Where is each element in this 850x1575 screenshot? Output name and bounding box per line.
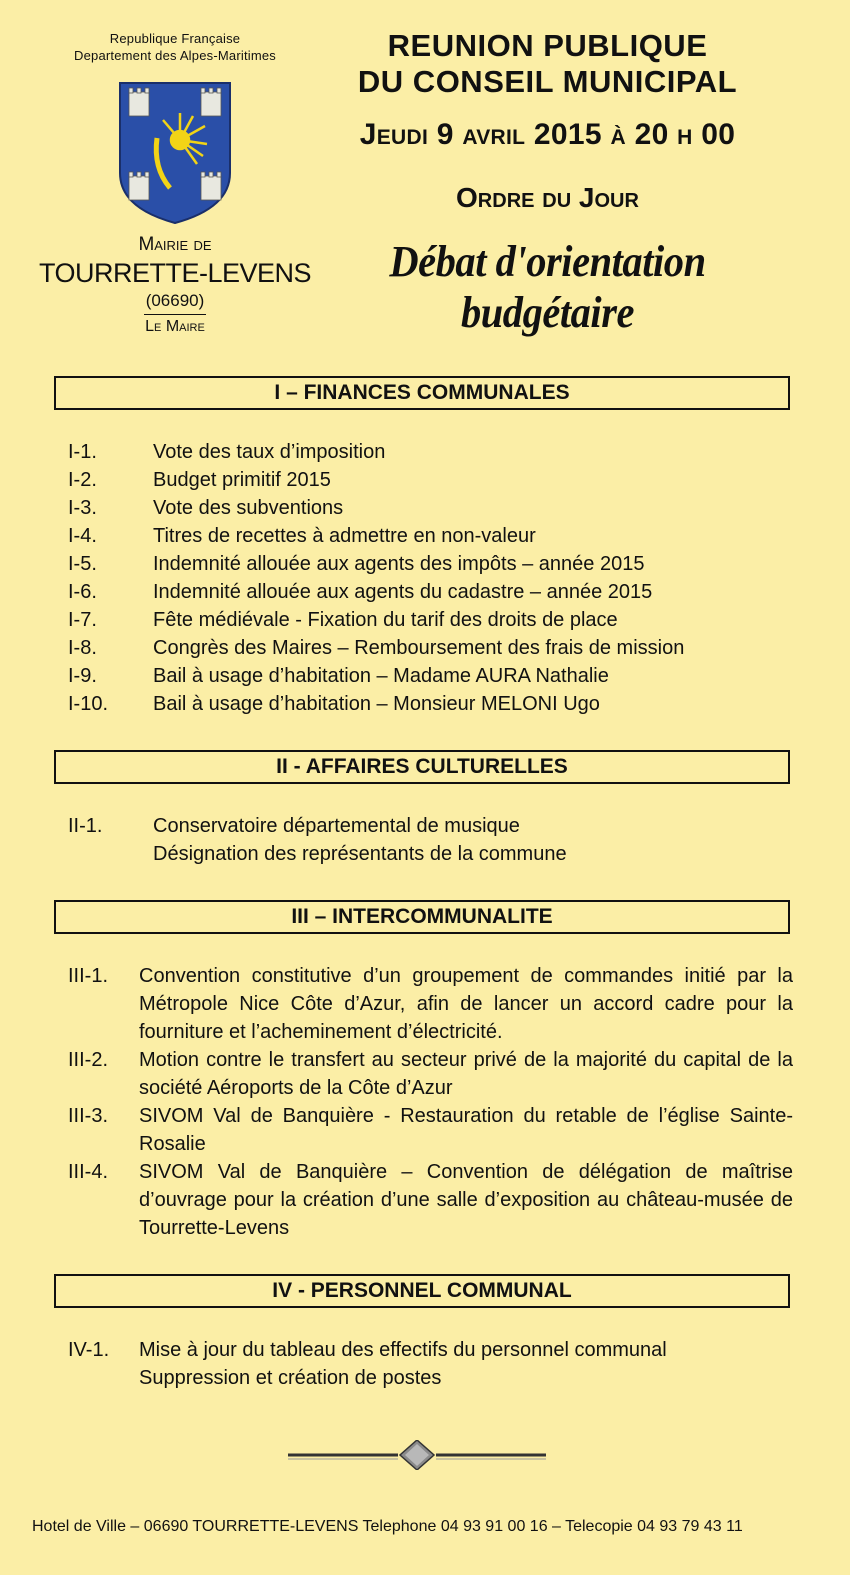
item-number: I-7. bbox=[68, 609, 97, 631]
item-text: Motion contre le transfert au secteur privé de la majorité du capital de la société Aéroports de la Côte d’Azur bbox=[139, 1049, 793, 1099]
section-items-finances bbox=[68, 438, 793, 718]
list-item bbox=[68, 1336, 793, 1364]
list-item bbox=[68, 578, 793, 606]
section-heading-intercommunalite: III – INTERCOMMUNALITE bbox=[54, 900, 790, 934]
item-text: SIVOM Val de Banquière - Restauration du retable de l’église Sainte-Rosalie bbox=[139, 1105, 793, 1155]
item-number: II-1. bbox=[68, 815, 103, 837]
list-item bbox=[68, 494, 793, 522]
item-text: Fête médiévale - Fixation du tarif des droits de place bbox=[153, 609, 618, 631]
list-item bbox=[68, 550, 793, 578]
item-text: Titres de recettes à admettre en non-valeur bbox=[153, 525, 536, 547]
item-number: I-4. bbox=[68, 525, 97, 547]
list-item-continuation bbox=[68, 1364, 793, 1392]
mairie-label: Mairie de bbox=[138, 234, 212, 255]
item-number: I-3. bbox=[68, 497, 97, 519]
item-text: Vote des taux d’imposition bbox=[153, 441, 386, 463]
item-number: I-1. bbox=[68, 441, 97, 463]
footer-contact: Hotel de Ville – 06690 TOURRETTE-LEVENS Telephone 04 93 91 00 16 – Telecopie 04 93 79 43 11 bbox=[32, 1518, 743, 1535]
item-number: I-9. bbox=[68, 665, 97, 687]
item-number: I-8. bbox=[68, 637, 97, 659]
list-item bbox=[68, 466, 793, 494]
le-maire-label: Le Maire bbox=[145, 318, 205, 335]
item-text: Bail à usage d’habitation – Madame AURA Nathalie bbox=[153, 665, 609, 687]
list-item bbox=[68, 812, 793, 840]
item-number: III-4. bbox=[68, 1161, 109, 1183]
item-text: Indemnité allouée aux agents des impôts – année 2015 bbox=[153, 553, 645, 575]
republic-line: Republique Française bbox=[109, 31, 241, 46]
list-item bbox=[68, 962, 793, 1046]
item-text: Suppression et création de postes bbox=[139, 1367, 442, 1389]
section-heading-personnel: IV - PERSONNEL COMMUNAL bbox=[54, 1274, 790, 1308]
section-heading-culture: II - AFFAIRES CULTURELLES bbox=[54, 750, 790, 784]
item-text: Indemnité allouée aux agents du cadastre – année 2015 bbox=[153, 581, 653, 603]
item-text: Convention constitutive d’un groupement de commandes initié par la Métropole Nice Côte d’Azur, afin de lancer un accord cadre pour la fourniture et l’acheminement d’électricité. bbox=[139, 965, 793, 1043]
item-number: I-2. bbox=[68, 469, 97, 491]
item-text: Désignation des représentants de la commune bbox=[153, 843, 567, 865]
meeting-title-line1: REUNION PUBLIQUE bbox=[387, 28, 708, 63]
meeting-header bbox=[320, 28, 775, 338]
section-items-culture bbox=[68, 812, 793, 868]
list-item bbox=[68, 634, 793, 662]
item-text: Conservatoire départemental de musique bbox=[153, 815, 520, 837]
item-text: Budget primitif 2015 bbox=[153, 469, 331, 491]
item-number: III-3. bbox=[68, 1105, 109, 1127]
list-item bbox=[68, 690, 793, 718]
item-text: Vote des subventions bbox=[153, 497, 344, 519]
municipal-header bbox=[30, 30, 320, 336]
section-items-personnel bbox=[68, 1336, 793, 1392]
meeting-date: Jeudi 9 avril 2015 à 20 h 00 bbox=[359, 118, 736, 151]
town-name: TOURRETTE-LEVENS bbox=[38, 258, 312, 288]
list-item bbox=[68, 522, 793, 550]
coat-of-arms-icon bbox=[115, 78, 235, 228]
list-item bbox=[68, 606, 793, 634]
list-item bbox=[68, 1158, 793, 1242]
divider-ornament-icon bbox=[288, 1440, 546, 1470]
meeting-title-line2: DU CONSEIL MUNICIPAL bbox=[357, 64, 738, 99]
section-heading-finances: I – FINANCES COMMUNALES bbox=[54, 376, 790, 410]
section-items-intercommunalite bbox=[68, 962, 793, 1242]
item-number: I-5. bbox=[68, 553, 97, 575]
item-text: Mise à jour du tableau des effectifs du personnel communal bbox=[139, 1339, 667, 1361]
list-item bbox=[68, 662, 793, 690]
item-text: Bail à usage d’habitation – Monsieur MELONI Ugo bbox=[153, 693, 600, 715]
list-item bbox=[68, 1046, 793, 1102]
ordre-du-jour: Ordre du Jour bbox=[456, 182, 639, 213]
postal-code: (06690) bbox=[144, 291, 207, 315]
item-number: III-2. bbox=[68, 1049, 109, 1071]
item-text: Congrès des Maires – Remboursement des frais de mission bbox=[153, 637, 685, 659]
list-item bbox=[68, 1102, 793, 1158]
item-number: I-10. bbox=[68, 693, 109, 715]
item-text: SIVOM Val de Banquière – Convention de délégation de maîtrise d’ouvrage pour la création d’une salle d’exposition au château-musée de Tourrette-Levens bbox=[139, 1161, 793, 1239]
department-line: Departement des Alpes-Maritimes bbox=[74, 48, 276, 63]
item-number: IV-1. bbox=[68, 1339, 110, 1361]
list-item-continuation bbox=[68, 840, 793, 868]
list-item bbox=[68, 438, 793, 466]
item-number: I-6. bbox=[68, 581, 97, 603]
meeting-subtitle: Débat d'orientation budgétaire bbox=[389, 237, 706, 337]
item-number: III-1. bbox=[68, 965, 109, 987]
